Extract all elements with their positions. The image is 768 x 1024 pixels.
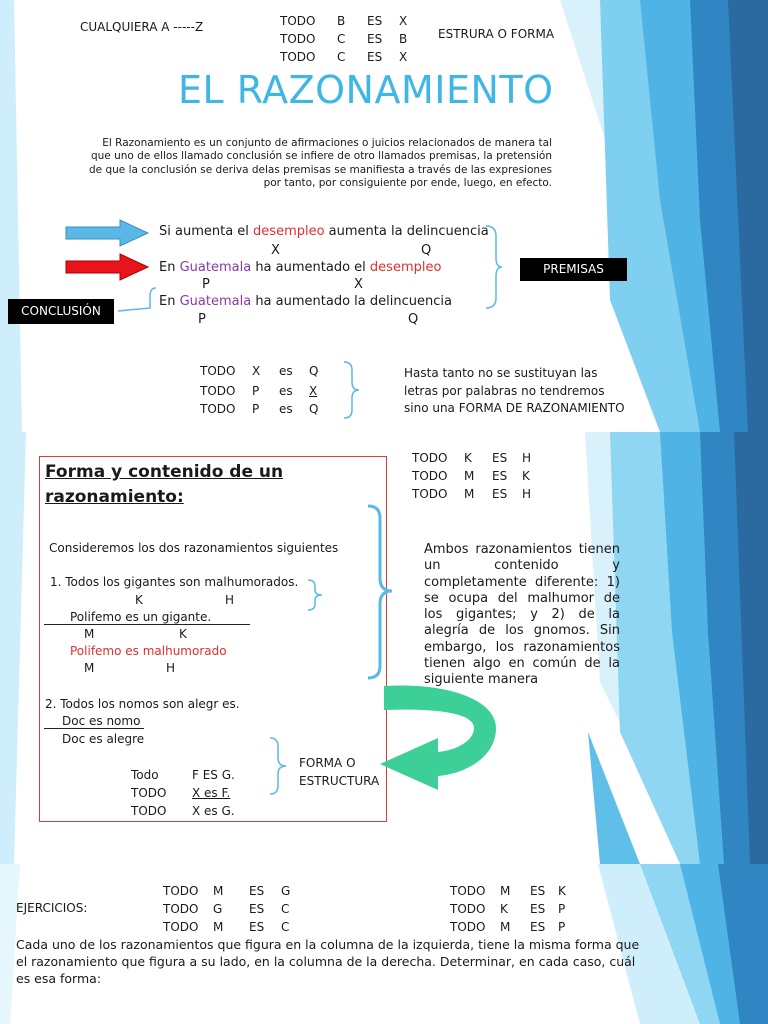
form-brace-icon (342, 360, 362, 420)
structure-caption: ESTRURA O FORMA (438, 27, 555, 41)
section-heading: Forma y contenido de un razonamiento: (45, 462, 284, 507)
form-structure-label: FORMA O ESTRUCTURA (299, 756, 380, 788)
intro-text: Consideremos los dos razonamientos siguientes (49, 541, 339, 555)
example-1-letter-h: H (225, 593, 235, 607)
example-1-premise-1: 1. Todos los gigantes son malhumorados. (50, 575, 299, 589)
slide-razonamiento (0, 0, 768, 432)
example-1-letter-k: K (135, 593, 143, 607)
example-1-letter-h-2: H (166, 661, 176, 675)
form-structure-brace-icon (268, 736, 290, 796)
red-arrow-icon (66, 254, 148, 280)
top-row-2: TODO C ES B (280, 32, 408, 46)
example-1-conclusion: Polifemo es malhumorado (70, 644, 227, 658)
premises-label: PREMISAS (520, 258, 627, 281)
conclusion-sentence: En Guatemala ha aumentado la delincuencia (159, 294, 452, 309)
definition-paragraph: El Razonamiento es un conjunto de afirmaciones o juicios relacionados de manera tal que uno de ellos llamado conclusión se infiere de otro llamados premisas, la pretensión de que la conclusión se deriva delas premisas se manifiesta a través de las expresiones por tanto, por consiguiente por ende, luego, en efecto. (88, 137, 552, 189)
example-2-premise-2: Doc es nomo (44, 714, 144, 729)
form-row-2: TODO P es X (200, 384, 318, 398)
curved-arrow-icon (378, 678, 502, 794)
top-row-1: TODO B ES X (280, 14, 408, 28)
conclusion-letter-q: Q (408, 312, 419, 327)
blue-arrow-icon (66, 220, 148, 246)
explanation-paragraph: Ambos razonamientos tienen un contenido y completamente diferente: 1) se ocupa del malhumor de los gigantes; y 2) de la alegría de los gnomos. Sin embargo, los razonamientos tienen algo en común de la siguiente manera (424, 542, 620, 688)
conclusion-bracket-icon (116, 286, 160, 314)
form-row-1: TODO X es Q (200, 364, 319, 378)
form-note: Hasta tanto no se sustituyan las letras por palabras no tendremos sino una FORMA DE RAZONAMIENTO (404, 366, 625, 415)
slide-ejercicios (0, 864, 768, 1024)
example-1-brace-icon (306, 578, 326, 612)
page-title: EL RAZONAMIENTO (178, 68, 554, 112)
form-row-3: TODO P es Q (200, 402, 319, 416)
top-left-caption: CUALQUIERA A -----Z (80, 20, 204, 34)
premise-2: En Guatemala ha aumentado el desempleo (159, 260, 442, 275)
example-1-letter-m: M (84, 627, 95, 641)
example-1-letter-m-2: M (84, 661, 95, 675)
conclusion-letter-p: P (198, 312, 206, 327)
exercises-paragraph: Cada uno de los razonamientos que figura en la columna de la izquierda, tiene la misma forma que el razonamiento que figura a su lado, en la columna de la derecha. Determinar, en cada caso, cuál es esa forma: (16, 937, 640, 986)
example-2-conclusion: Doc es alegre (62, 732, 145, 746)
example-1-letter-k-2: K (179, 627, 187, 641)
slide-forma-contenido (0, 432, 768, 864)
premises-brace-icon (484, 224, 504, 310)
conclusion-label: CONCLUSIÓN (8, 299, 114, 324)
right-form-rows: TODO K ES H TODO M ES K TODO M ES H (412, 451, 532, 501)
premise-1: Si aumenta el desempleo aumenta la delincuencia (159, 224, 489, 239)
decorative-background (0, 0, 768, 432)
example-1-premise-2: Polifemo es un gigante. (44, 610, 250, 625)
premise-1-letter-q: Q (421, 243, 432, 258)
exercises-label: EJERCICIOS: (16, 901, 88, 915)
premise-arrows (64, 219, 154, 281)
premise-1-letter-x: X (271, 243, 280, 258)
example-2-form: Todo F ES G. TODO X es F. TODO X es G. (131, 768, 235, 818)
large-brace-icon (366, 504, 396, 680)
exercise-right-rows: TODO M ES K TODO K ES P TODO M ES P (450, 884, 566, 934)
premise-2-letter-x: X (354, 277, 363, 292)
exercise-left-rows: TODO M ES G TODO G ES C TODO M ES C (163, 884, 291, 934)
example-2-premise-1: 2. Todos los nomos son alegr es. (45, 697, 240, 711)
top-row-3: TODO C ES X (280, 50, 408, 64)
premise-2-letter-p: P (202, 277, 210, 292)
